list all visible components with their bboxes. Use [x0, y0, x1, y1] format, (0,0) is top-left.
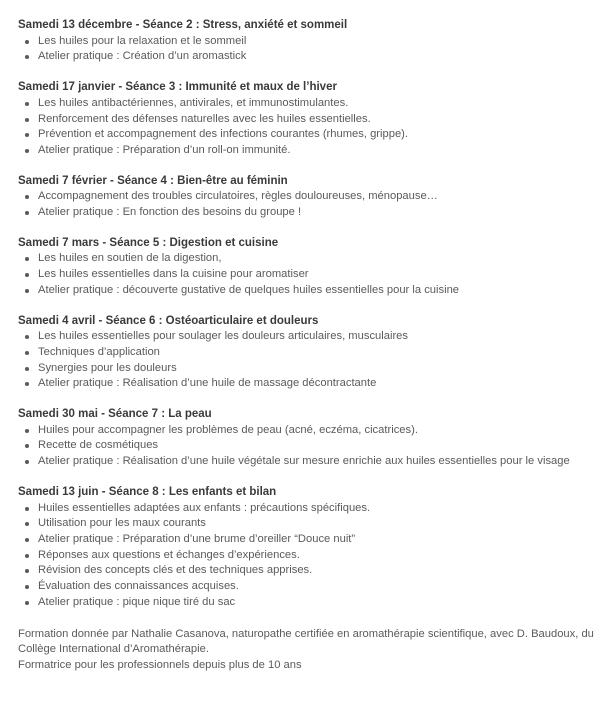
session-point: Les huiles essentielles pour soulager les douleurs articulaires, musculaires: [38, 329, 601, 345]
session-points: [18, 423, 601, 470]
session-points: [18, 329, 601, 392]
session-point: Atelier pratique : Préparation d’un roll-on immunité.: [38, 143, 601, 159]
session-block: [18, 407, 601, 470]
sessions-list: [18, 18, 601, 611]
session-point: Les huiles antibactériennes, antivirales, et immunostimulantes.: [38, 96, 601, 112]
session-title: Samedi 13 juin - Séance 8 : Les enfants et bilan: [18, 485, 277, 498]
session-block: [18, 236, 601, 299]
trainer-experience: Formatrice pour les professionnels depuis plus de 10 ans: [18, 658, 302, 671]
session-title: Samedi 7 février - Séance 4 : Bien-être au féminin: [18, 174, 288, 187]
session-point: Les huiles essentielles dans la cuisine pour aromatiser: [38, 267, 601, 283]
session-block: [18, 174, 601, 221]
session-point: Atelier pratique : En fonction des besoins du groupe !: [38, 205, 601, 221]
session-point: Les huiles en soutien de la digestion,: [38, 251, 601, 267]
session-point: Techniques d’application: [38, 345, 601, 361]
cropped-top-line: [18, 0, 601, 18]
session-points: [18, 34, 601, 65]
session-point: Atelier pratique : Création d’un aromastick: [38, 49, 601, 65]
session-title: Samedi 30 mai - Séance 7 : La peau: [18, 408, 212, 421]
session-title: Samedi 17 janvier - Séance 3 : Immunité et maux de l’hiver: [18, 81, 337, 94]
session-block: [18, 80, 601, 159]
session-block: [18, 485, 601, 611]
session-title: Samedi 13 décembre - Séance 2 : Stress, anxiété et sommeil: [18, 19, 348, 31]
session-title: Samedi 4 avril - Séance 6 : Ostéoarticulaire et douleurs: [18, 314, 319, 327]
session-title: Samedi 7 mars - Séance 5 : Digestion et cuisine: [18, 236, 279, 249]
session-points: [18, 96, 601, 159]
session-point: Atelier pratique : Réalisation d’une huile végétale sur mesure enrichie aux huiles essentielles pour le visage: [38, 454, 601, 470]
session-point: Atelier pratique : Réalisation d’une huile de massage décontractante: [38, 376, 601, 392]
session-point: Renforcement des défenses naturelles avec les huiles essentielles.: [38, 112, 601, 128]
session-point: Atelier pratique : Préparation d’une brume d’oreiller “Douce nuit”: [38, 532, 601, 548]
session-point: Huiles essentielles adaptées aux enfants : précautions spécifiques.: [38, 501, 601, 517]
session-point: Réponses aux questions et échanges d’expériences.: [38, 548, 601, 564]
session-points: [18, 251, 601, 298]
session-point: Les huiles pour la relaxation et le sommeil: [38, 34, 601, 50]
session-point: Accompagnement des troubles circulatoires, règles douloureuses, ménopause…: [38, 189, 601, 205]
session-point: Recette de cosmétiques: [38, 438, 601, 454]
session-point: Synergies pour les douleurs: [38, 361, 601, 377]
session-block: [18, 314, 601, 393]
session-point: Utilisation pour les maux courants: [38, 516, 601, 532]
session-point: Huiles pour accompagner les problèmes de peau (acné, eczéma, cicatrices).: [38, 423, 601, 439]
session-points: [18, 189, 601, 220]
trainer-description: Formation donnée par Nathalie Casanova, naturopathe certifiée en aromathérapie scientifique, avec D. Baudoux, du Collège International d’Aromathérapie.: [18, 627, 594, 656]
trainer-info: [18, 627, 601, 674]
session-point: Révision des concepts clés et des techniques apprises.: [38, 563, 601, 579]
session-point: Atelier pratique : découverte gustative de quelques huiles essentielles pour la cuisine: [38, 283, 601, 299]
session-point: Prévention et accompagnement des infections courantes (rhumes, grippe).: [38, 127, 601, 143]
session-block: [18, 18, 601, 65]
session-point: Atelier pratique : pique nique tiré du sac: [38, 595, 601, 611]
session-point: Évaluation des connaissances acquises.: [38, 579, 601, 595]
session-points: [18, 501, 601, 611]
